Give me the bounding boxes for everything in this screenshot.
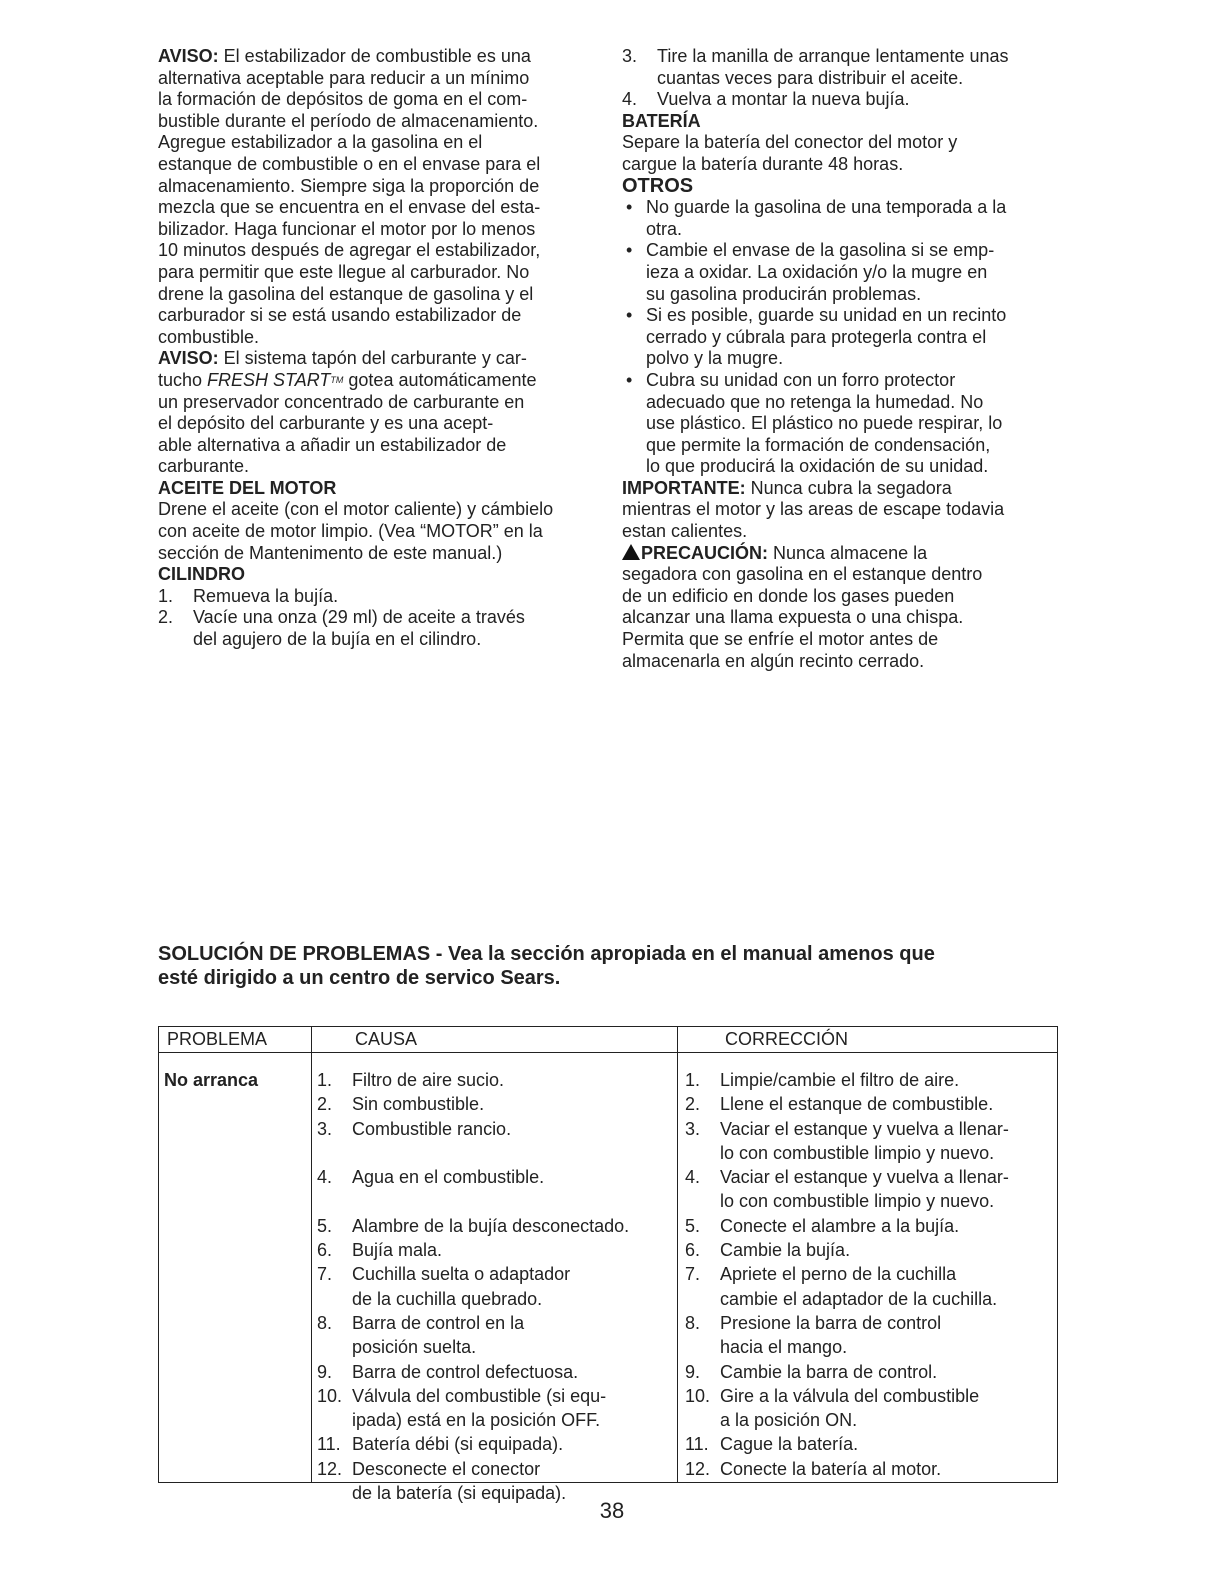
cause-item [317, 1432, 629, 1456]
bullet-item [622, 370, 1062, 478]
paragraph [622, 543, 1062, 673]
item-number: 4. [317, 1167, 333, 1188]
text: Cambie la bujía. [720, 1240, 851, 1261]
text: gotea automáticamente [343, 369, 537, 390]
text: de la batería (si equipada). [352, 1483, 567, 1504]
text: polvo y la mugre. [646, 348, 784, 369]
cause-item [317, 1238, 629, 1262]
text: El estabilizador de combustible es una [218, 46, 531, 66]
text: Bujía mala. [352, 1240, 443, 1261]
correction-item [685, 1384, 1009, 1433]
text: estanque de combustible o en el envase para el [158, 153, 541, 174]
text: mezcla que se encuentra en el envase del esta- [158, 197, 541, 218]
cause-item [317, 1117, 629, 1166]
text: 10 minutos después de agregar el estabilizador, [158, 240, 541, 261]
text-line [685, 1068, 1009, 1092]
text-line [317, 1214, 629, 1238]
text-line [622, 413, 1062, 435]
text-line [158, 370, 603, 392]
text: con aceite de motor limpio. (Vea “MOTOR” en la [158, 521, 543, 542]
item-number: 2. [685, 1094, 701, 1115]
text: combustible. [158, 326, 260, 347]
paragraph [622, 132, 1062, 175]
header-correction: CORRECCIÓN [725, 1029, 849, 1049]
text-line [317, 1165, 629, 1189]
text-line [158, 392, 603, 414]
text-line [622, 435, 1062, 457]
text: almacenarla en algún recinto cerrado. [622, 650, 925, 671]
text: Cuchilla suelta o adaptador [352, 1264, 571, 1285]
section-heading: CILINDRO [158, 564, 245, 585]
text-line [317, 1335, 629, 1359]
text-line [317, 1141, 629, 1165]
text: Agua en el combustible. [352, 1167, 545, 1188]
text-line [158, 240, 603, 262]
paragraph [158, 46, 603, 348]
bullet-item [622, 240, 1062, 305]
text: bilizador. Haga funcionar el motor por lo menos [158, 218, 536, 239]
bullet-item [622, 305, 1062, 370]
correction-item [685, 1117, 1009, 1166]
text-line [622, 478, 1062, 500]
text-line [622, 197, 1062, 219]
text: Combustible rancio. [352, 1118, 512, 1139]
text: ieza a oxidar. La oxidación y/o la mugre en [646, 261, 988, 282]
text-line [622, 154, 1062, 176]
left-column [158, 46, 603, 651]
item-number: 8. [685, 1312, 701, 1333]
text: Presione la barra de control [720, 1312, 942, 1333]
text-line [685, 1384, 1009, 1408]
text: Remueva la bujía. [193, 585, 339, 606]
item-number: 9. [685, 1361, 701, 1382]
cause-item [317, 1360, 629, 1384]
text-line [622, 262, 1062, 284]
text-line [622, 284, 1062, 306]
text-line [685, 1432, 1009, 1456]
problem-no-arranca: No arranca [164, 1070, 259, 1090]
text: Barra de control defectuosa. [352, 1361, 579, 1382]
text-line [622, 456, 1062, 478]
text-line [158, 111, 603, 133]
item-number: 6. [317, 1240, 333, 1261]
text: alternativa aceptable para reducir a un mínimo [158, 67, 530, 88]
text: el depósito del carburante y es una acept- [158, 413, 494, 434]
text-line [158, 219, 603, 241]
text: cuantas veces para distribuir el aceite. [657, 67, 964, 88]
text-line [158, 348, 603, 370]
item-number: 3. [317, 1118, 333, 1139]
bullet-marker: • [626, 305, 633, 326]
correction-item [685, 1214, 1009, 1238]
trademark-name: FRESH START [207, 369, 331, 390]
lead-label: IMPORTANTE: [622, 477, 746, 498]
numbered-item [622, 46, 1062, 89]
column-divider [311, 1027, 312, 1482]
text-line [622, 564, 1062, 586]
item-number: 7. [685, 1264, 701, 1285]
text: a la posición ON. [720, 1410, 858, 1431]
text-line [622, 219, 1062, 241]
text-line [685, 1092, 1009, 1116]
text-line [317, 1117, 629, 1141]
cause-item [317, 1311, 629, 1360]
text: Cambie el envase de la gasolina si se emp- [646, 240, 995, 261]
text-line [622, 68, 1062, 90]
text-line [158, 413, 603, 435]
text: Desconecte el conector [352, 1458, 541, 1479]
lead-label: AVISO: [158, 46, 219, 66]
correction-item [685, 1165, 1009, 1214]
text-line [317, 1262, 629, 1286]
text: No guarde la gasolina de una temporada a la [646, 197, 1007, 218]
text: cargue la batería durante 48 horas. [622, 153, 904, 174]
text: carburador si se está usando estabilizador de [158, 305, 522, 326]
text-line [622, 629, 1062, 651]
text-line [317, 1360, 629, 1384]
text: Llene el estanque de combustible. [720, 1094, 994, 1115]
item-number: 7. [317, 1264, 333, 1285]
text: use plástico. El plástico no puede respirar, lo [646, 413, 1003, 434]
item-number: 9. [317, 1361, 333, 1382]
text: Nunca almacene la [768, 542, 928, 563]
item-number: 11. [317, 1434, 341, 1455]
right-column [622, 46, 1062, 672]
text-line [685, 1262, 1009, 1286]
text: lo con combustible limpio y nuevo. [720, 1142, 995, 1163]
text-line [685, 1189, 1009, 1213]
item-number: 8. [317, 1312, 333, 1333]
bullet-marker: • [626, 240, 633, 261]
text: de la cuchilla quebrado. [352, 1288, 543, 1309]
paragraph [158, 348, 603, 478]
text: Gire a la válvula del combustible [720, 1385, 980, 1406]
text: posición suelta. [352, 1337, 477, 1358]
text-line [622, 651, 1062, 673]
text-line [685, 1238, 1009, 1262]
text-line [685, 1335, 1009, 1359]
text: Batería débi (si equipada). [352, 1434, 564, 1455]
text: El sistema tapón del carburante y car- [218, 348, 527, 369]
text-line [622, 327, 1062, 349]
text: Conecte la batería al motor. [720, 1458, 942, 1479]
item-number: 4. [622, 89, 638, 110]
text-line [622, 305, 1062, 327]
text-line [622, 132, 1062, 154]
item-number: 1. [685, 1070, 701, 1090]
text: sección de Mantenimento de este manual.) [158, 542, 503, 563]
text-line [622, 240, 1062, 262]
warning-triangle-icon [622, 544, 640, 560]
text: que permite la formación de condensación, [646, 434, 991, 455]
correction-item [685, 1360, 1009, 1384]
item-number: 2. [317, 1094, 333, 1115]
text-line [158, 543, 603, 565]
item-number: 12. [317, 1458, 343, 1479]
lead-label: AVISO: [158, 348, 219, 369]
cause-item [317, 1384, 629, 1433]
title-line: SOLUCIÓN DE PROBLEMAS - Vea la sección apropiada en el manual amenos que [158, 943, 935, 965]
text: estan calientes. [622, 521, 748, 542]
text: Nunca cubra la segadora [745, 477, 952, 498]
text: Separe la batería del conector del motor y [622, 132, 958, 153]
numbered-item [158, 607, 603, 650]
text-line [158, 305, 603, 327]
troubleshooting-title [158, 942, 1068, 990]
correction-list [685, 1068, 1009, 1505]
text-line [317, 1189, 629, 1213]
text-line [622, 348, 1062, 370]
troubleshooting-table [158, 1026, 1058, 1504]
text-line [685, 1214, 1009, 1238]
bullet-marker: • [626, 369, 633, 390]
text-line [158, 327, 603, 349]
text-line [622, 607, 1062, 629]
text: hacia el mango. [720, 1337, 848, 1358]
item-number: 2. [158, 607, 174, 628]
item-number: 3. [685, 1118, 701, 1139]
text: almacenamiento. Siempre siga la proporción de [158, 175, 540, 196]
section-heading: OTROS [622, 174, 694, 197]
text-line [317, 1311, 629, 1335]
text-line [317, 1068, 629, 1092]
text: Vaciar el estanque y vuelva a llenar- [720, 1167, 1009, 1188]
paragraph [158, 499, 603, 564]
text-line [622, 89, 1062, 111]
text: Drene el aceite (con el motor caliente) y cámbielo [158, 499, 554, 520]
cause-list [317, 1068, 629, 1505]
cause-item [317, 1092, 629, 1116]
text: Filtro de aire sucio. [352, 1070, 505, 1090]
text-line [158, 456, 603, 478]
item-number: 4. [685, 1167, 701, 1188]
text: un preservador concentrado de carburante en [158, 391, 525, 412]
correction-item [685, 1432, 1009, 1456]
header-divider [159, 1052, 1057, 1053]
text: drene la gasolina del estanque de gasolina y el [158, 283, 534, 304]
text-line [685, 1117, 1009, 1141]
text-line [317, 1287, 629, 1311]
paragraph [622, 478, 1062, 543]
text-line [158, 154, 603, 176]
text: adecuado que no retenga la humedad. No [646, 391, 984, 412]
text-line [158, 284, 603, 306]
text-line [158, 132, 603, 154]
text-line [685, 1408, 1009, 1432]
text: Conecte el alambre a la bujía. [720, 1215, 960, 1236]
text: de un edificio en donde los gases pueden [622, 585, 955, 606]
text: del agujero de la bujía en el cilindro. [193, 629, 482, 650]
bullet-marker: • [626, 197, 633, 218]
text-line [317, 1408, 629, 1432]
text-line [622, 543, 1062, 565]
text: Si es posible, guarde su unidad en un recinto [646, 305, 1007, 326]
item-number: 1. [158, 585, 174, 606]
text: Cague la batería. [720, 1434, 859, 1455]
text-line [317, 1092, 629, 1116]
text-line [685, 1360, 1009, 1384]
item-number: 5. [317, 1215, 333, 1236]
text-line [685, 1287, 1009, 1311]
cause-item [317, 1068, 629, 1092]
text-line [158, 89, 603, 111]
bullet-item [622, 197, 1062, 240]
text-line [158, 197, 603, 219]
text: Apriete el perno de la cuchilla [720, 1264, 957, 1285]
header-cause: CAUSA [355, 1029, 418, 1049]
item-number: 1. [317, 1070, 333, 1090]
correction-item [685, 1068, 1009, 1092]
text: segadora con gasolina en el estanque dentro [622, 564, 983, 585]
title-line: esté dirigido a un centro de servico Sears. [158, 967, 561, 989]
text-line [158, 68, 603, 90]
text-line [685, 1311, 1009, 1335]
text: lo que producirá la oxidación de su unidad. [646, 456, 989, 477]
text: lo con combustible limpio y nuevo. [720, 1191, 995, 1212]
item-number: 11. [685, 1434, 709, 1455]
text: Cubra su unidad con un forro protector [646, 369, 956, 390]
column-divider [677, 1027, 678, 1482]
text-line [622, 521, 1062, 543]
text-line [317, 1432, 629, 1456]
text: Válvula del combustible (si equ- [352, 1385, 607, 1406]
text: Sin combustible. [352, 1094, 485, 1115]
text-line [158, 435, 603, 457]
text-line [158, 607, 603, 629]
text-line [622, 46, 1062, 68]
text-line [685, 1141, 1009, 1165]
item-number: 3. [622, 46, 638, 66]
numbered-item [622, 89, 1062, 111]
text: cambie el adaptador de la cuchilla. [720, 1288, 998, 1309]
correction-item [685, 1262, 1009, 1311]
page-number: 38 [599, 1498, 625, 1523]
text: Alambre de la bujía desconectado. [352, 1215, 630, 1236]
text: alcanzar una llama expuesta o una chispa. [622, 607, 964, 628]
correction-item [685, 1311, 1009, 1360]
text-line [317, 1238, 629, 1262]
text: carburante. [158, 456, 250, 477]
text-line [685, 1457, 1009, 1481]
text: able alternativa a añadir un estabilizador de [158, 434, 507, 455]
text: cerrado y cúbrala para protegerla contra el [646, 326, 987, 347]
item-number: 6. [685, 1240, 701, 1261]
text: mientras el motor y las areas de escape todavia [622, 499, 1005, 520]
header-problem: PROBLEMA [167, 1029, 268, 1049]
item-number: 12. [685, 1458, 711, 1479]
correction-item [685, 1092, 1009, 1116]
item-number: 5. [685, 1215, 701, 1236]
text: Vuelva a montar la nueva bujía. [657, 89, 910, 110]
text: Agregue estabilizador a la gasolina en el [158, 132, 483, 153]
item-number: 10. [685, 1385, 711, 1406]
section-heading: ACEITE DEL MOTOR [158, 477, 337, 498]
text: su gasolina producirán problemas. [646, 283, 922, 304]
text: Limpie/cambie el filtro de aire. [720, 1070, 960, 1090]
text-line [317, 1457, 629, 1481]
text: tucho [158, 369, 208, 390]
item-number: 10. [317, 1385, 343, 1406]
text-line [622, 370, 1062, 392]
text: para permitir que este llegue al carburador. No [158, 261, 530, 282]
text-line [158, 629, 603, 651]
text-line [158, 46, 603, 68]
text: Cambie la barra de control. [720, 1361, 938, 1382]
text: Tire la manilla de arranque lentamente unas [657, 46, 1009, 66]
cause-item [317, 1165, 629, 1214]
text-line [685, 1165, 1009, 1189]
text: otra. [646, 218, 683, 239]
text-line [622, 499, 1062, 521]
text-line [158, 262, 603, 284]
text: bustible durante el período de almacenamiento. [158, 110, 539, 131]
section-heading: BATERÍA [622, 110, 701, 131]
trademark-symbol: TM [330, 374, 344, 385]
text: Barra de control en la [352, 1312, 525, 1333]
text: ipada) está en la posición OFF. [352, 1410, 601, 1431]
text: Vacíe una onza (29 ml) de aceite a través [193, 607, 525, 628]
text-line [158, 521, 603, 543]
text-line [622, 392, 1062, 414]
text-line [317, 1384, 629, 1408]
lead-label: PRECAUCIÓN: [641, 542, 769, 563]
cause-item [317, 1214, 629, 1238]
text: Vaciar el estanque y vuelva a llenar- [720, 1118, 1009, 1139]
text-line [158, 176, 603, 198]
correction-item [685, 1238, 1009, 1262]
text: Permita que se enfríe el motor antes de [622, 629, 939, 650]
text-line [158, 586, 603, 608]
cause-item [317, 1262, 629, 1311]
text-line [158, 499, 603, 521]
numbered-item [158, 586, 603, 608]
text: la formación de depósitos de goma en el com- [158, 89, 528, 110]
text-line [622, 586, 1062, 608]
